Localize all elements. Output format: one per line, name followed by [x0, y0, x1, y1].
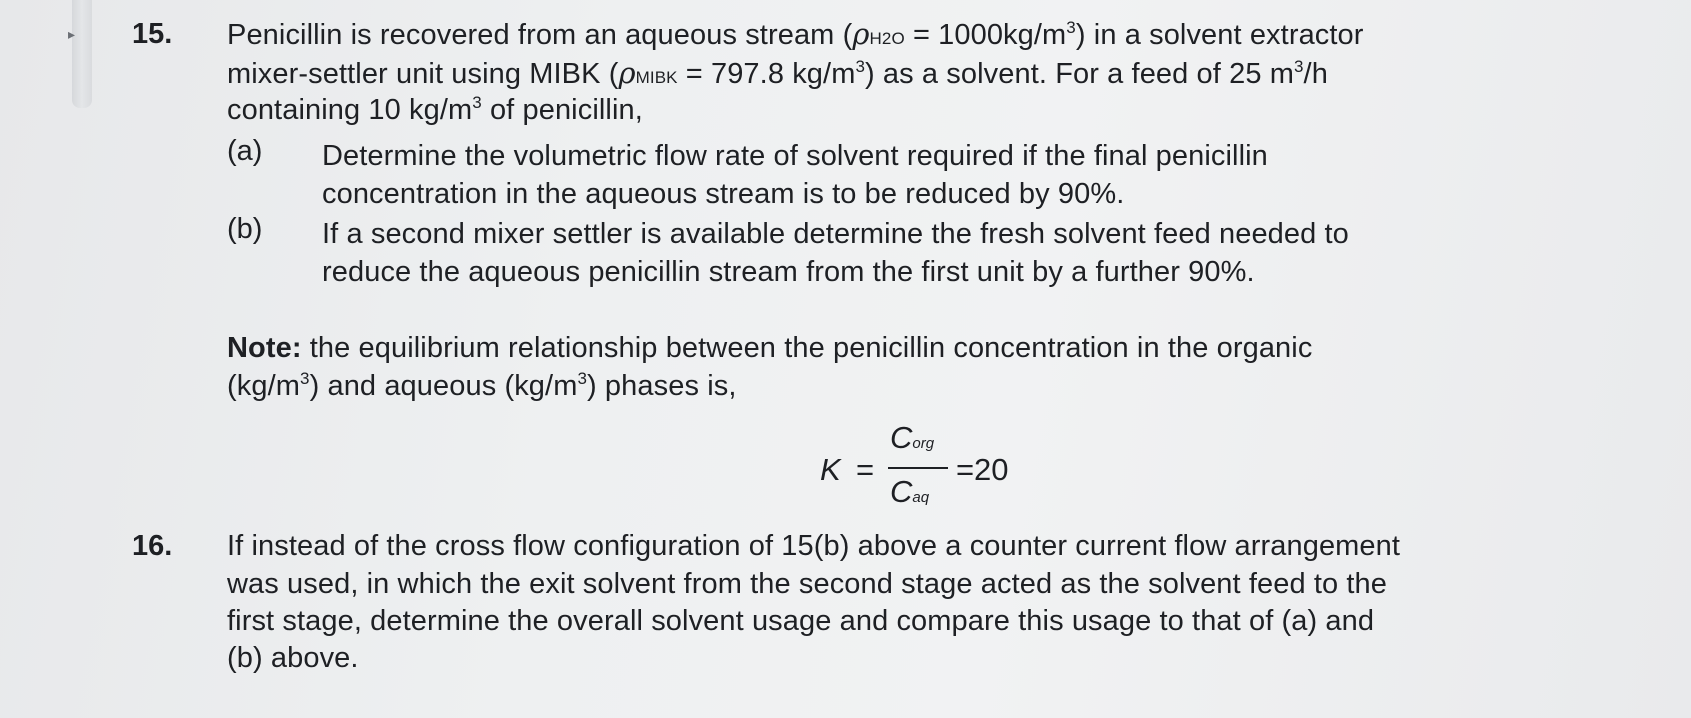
binder-strip [72, 0, 92, 108]
q15-line-1-text-c: ) in a solvent extractor [1075, 19, 1364, 51]
q15-line-2-text-a: mixer-settler unit using MIBK ( [227, 58, 619, 90]
q16-line-4: (b) above. [227, 642, 359, 674]
equation-equals-2: = [956, 452, 975, 487]
q16-line-3: first stage, determine the overall solvent usage and compare this usage to that of (a) and [227, 605, 1375, 637]
note-label: Note: [227, 332, 302, 364]
note-line-2 [227, 369, 737, 402]
q15-line-2-text-b: = 797.8 kg/m [677, 58, 856, 90]
q15-line-2 [227, 56, 1328, 90]
q15-line-1-text-b: = 1000kg/m [904, 19, 1067, 51]
q15-line-2-text-c: ) as a solvent. For a feed of 25 m [865, 58, 1294, 90]
equation-numerator-sub: org [912, 435, 935, 452]
note-line-2-text-b: ) and aqueous (kg/m [309, 370, 578, 402]
note-line-2-sup-1: 3 [300, 369, 310, 388]
rho-mibk-symbol: ρ [618, 56, 636, 90]
equation-denominator-c: C [890, 474, 913, 509]
equation-k: K [820, 452, 841, 487]
q15-line-1-sup: 3 [1066, 18, 1076, 37]
rho-h2o-symbol: ρ [852, 17, 870, 51]
part-a-label: (a) [227, 135, 263, 167]
note-line-2-sup-2: 3 [577, 369, 588, 388]
q15-line-2-sup: 3 [855, 57, 866, 76]
note-line-2-text-a: (kg/m [227, 370, 300, 402]
rho-mibk-subscript: MIBK [635, 68, 678, 87]
equation-denominator [890, 474, 929, 510]
caret-right-icon: ▸ [68, 26, 76, 42]
q15-line-1 [227, 17, 1364, 51]
equation-numerator [890, 420, 934, 456]
q15-line-2-text-d: /h [1303, 58, 1328, 90]
equation-numerator-c: C [890, 420, 913, 455]
q15-line-3-text-b: of penicillin, [481, 94, 643, 126]
part-a-line-1: Determine the volumetric flow rate of solvent required if the final penicillin [322, 140, 1268, 172]
q15-line-3 [227, 93, 643, 126]
fraction-bar [888, 467, 948, 469]
note-line-1-text: the equilibrium relationship between the penicillin concentration in the organic [301, 332, 1313, 364]
question-15-number: 15. [132, 18, 173, 50]
part-b-line-1: If a second mixer settler is available determine the fresh solvent feed needed to [322, 218, 1349, 250]
note-line-1 [227, 334, 1312, 363]
equation-value: 20 [974, 452, 1009, 487]
q15-line-1-text-a: Penicillin is recovered from an aqueous stream ( [227, 19, 853, 51]
note-line-2-text-c: ) phases is, [587, 370, 737, 402]
question-16-number: 16. [132, 530, 173, 562]
q16-line-2: was used, in which the exit solvent from the second stage acted as the solvent feed to the [227, 568, 1388, 600]
part-b-label: (b) [227, 213, 263, 245]
q15-line-3-text-a: containing 10 kg/m [227, 94, 473, 126]
equation-denominator-sub: aq [912, 489, 930, 506]
equilibrium-equation [820, 420, 1020, 510]
rho-h2o-subscript: H2O [869, 29, 905, 48]
q16-line-1: If instead of the cross flow configuration of 15(b) above a counter current flow arrangement [227, 530, 1401, 562]
q15-line-3-sup: 3 [472, 93, 482, 112]
part-b-line-2: reduce the aqueous penicillin stream from the first unit by a further 90%. [322, 256, 1255, 288]
q15-line-2-sup-2: 3 [1293, 57, 1304, 76]
part-a-line-2: concentration in the aqueous stream is to be reduced by 90%. [322, 178, 1125, 210]
equation-equals-1: = [856, 452, 875, 487]
